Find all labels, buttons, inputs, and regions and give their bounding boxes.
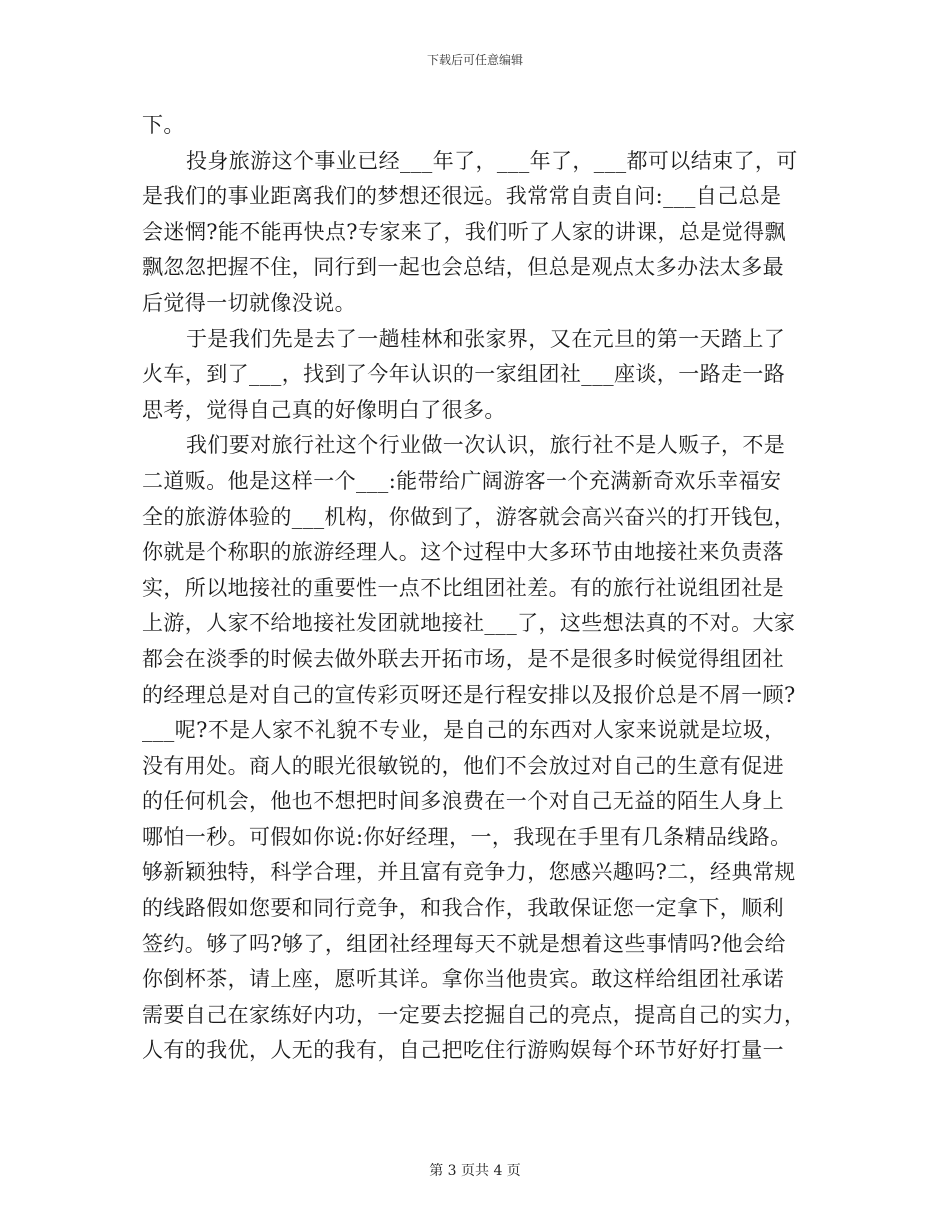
text-line: 火车，到了___，找到了今年认识的一家组团社___座谈，一路走一路 [142,362,786,387]
text-line: 都会在淡季的时候去做外联去开拓市场，是不是很多时候觉得组团社 [142,646,784,671]
text-line: 思考，觉得自己真的好像明白了很多。 [142,397,506,422]
text-line: 全的旅游体验的___机构，你做到了，游客就会高兴奋兴的打开钱包， [142,504,796,529]
text-line: 于是我们先是去了一趟桂林和张家界，又在元旦的第一天踏上了 [186,326,786,351]
text-line: 签约。够了吗?够了，组团社经理每天不就是想着这些事情吗?他会给 [142,931,786,956]
page-header: 下载后可任意编辑 [426,53,523,67]
text-line: 的线路假如您要和同行竞争，和我合作，我敢保证您一定拿下，顺利 [142,896,784,921]
text-line: 是我们的事业距离我们的梦想还很远。我常常自责自问:___自己总是 [142,184,782,209]
text-line: 没有用处。商人的眼光很敏锐的，他们不会放过对自己的生意有促进 [142,753,784,778]
text-line: 哪怕一秒。可假如你说:你好经理，一，我现在手里有几条精品线路。 [142,824,792,849]
page-footer: 第 3 页共 4 页 [429,1163,521,1179]
text-line: 的任何机会，他也不想把时间多浪费在一个对自己无益的陌生人身上 [142,789,784,814]
text-line: 我们要对旅行社这个行业做一次认识，旅行社不是人贩子，不是 [186,433,786,458]
text-line: 人有的我优，人无的我有，自己把吃住行游购娱每个环节好好打量一 [142,1038,784,1063]
text-line: 后觉得一切就像没说。 [142,290,356,315]
document-body [142,108,806,1069]
text-line: 二道贩。他是这样一个___:能带给广阔游客一个充满新奇欢乐幸福安 [142,468,782,493]
text-line: 投身旅游这个事业已经___年了，___年了，___都可以结束了，可 [186,148,798,173]
text-line: 飘忽忽把握不住，同行到一起也会总结，但总是观点太多办法太多最 [142,255,784,280]
text-line: 上游，人家不给地接社发团就地接社___了，这些想法真的不对。大家 [142,611,796,636]
text-line: 够新颖独特，科学合理，并且富有竞争力，您感兴趣吗?二，经典常规 [142,860,796,885]
text-line: 需要自己在家练好内功，一定要去挖掘自己的亮点，提高自己的实力， [142,1002,806,1027]
text-line: 下。 [142,113,185,137]
text-line: 会迷惘?能不能再快点?专家来了，我们听了人家的讲课，总是觉得飘 [142,219,786,244]
text-line: 的经理总是对自己的宣传彩页呀还是行程安排以及报价总是不屑一顾? [142,682,796,707]
text-line: 实，所以地接社的重要性一点不比组团社差。有的旅行社说组团社是 [142,575,784,600]
text-line: ___呢?不是人家不礼貌不专业，是自己的东西对人家来说就是垃圾， [142,718,786,743]
text-line: 你倒杯茶，请上座，愿听其详。拿你当他贵宾。敢这样给组团社承诺 [142,967,784,992]
text-line: 你就是个称职的旅游经理人。这个过程中大多环节由地接社来负责落 [142,540,784,565]
